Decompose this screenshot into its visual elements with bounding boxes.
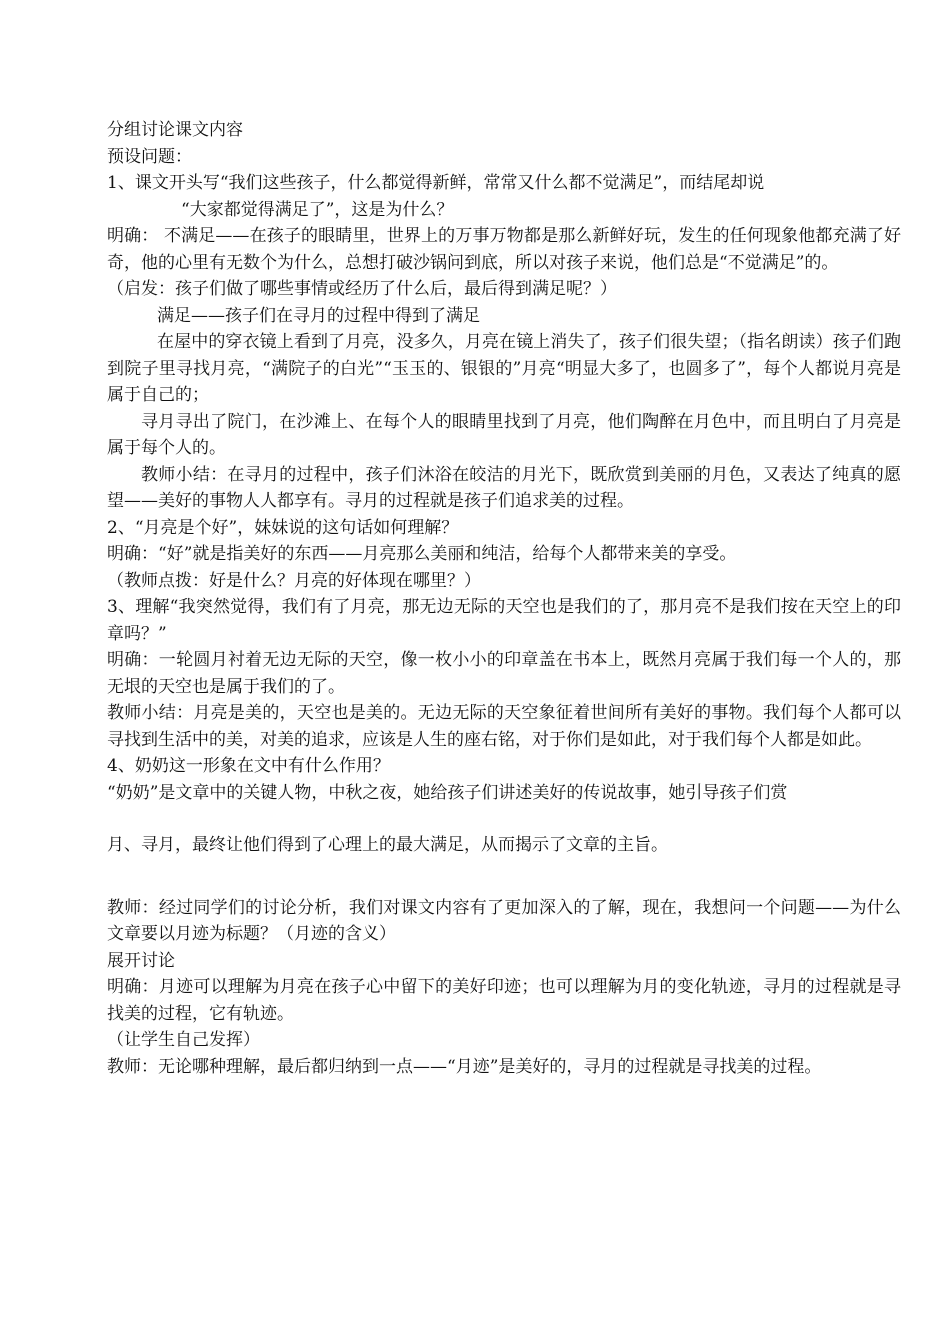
question-3: 3、理解“我突然觉得，我们有了月亮，那无边无际的天空也是我们的了，那月亮不是我们按在天空上的印章吗？”	[107, 597, 901, 644]
question-4: 4、奶奶这一形象在文中有什么作用？	[107, 756, 390, 776]
question-1-continued: “大家都觉得满足了”，这是为什么？	[181, 199, 454, 220]
document-body	[107, 117, 901, 1080]
teacher-conclusion: 教师：无论哪种理解，最后都归纳到一点——“月迹”是美好的，寻月的过程就是寻找美的过程。	[107, 1056, 822, 1077]
answer-3: 明确：一轮圆月衬着无边无际的天空，像一枚小小的印章盖在书本上，既然月亮属于我们每一个人的，那无垠的天空也是属于我们的了。	[107, 650, 901, 697]
preset-questions-label: 预设问题：	[107, 146, 192, 167]
section-heading: 分组讨论课文内容	[107, 120, 243, 140]
teacher-summary-2: 教师小结：月亮是美的，天空也是美的。无边无际的天空象征着世间所有美好的事物。我们每个人都可以寻找到生活中的美，对美的追求，应该是人生的座右铭，对于你们是如此，对于我们每个人都是如此。	[107, 703, 901, 750]
answer-2: 明确：“好”就是指美好的东西——月亮那么美丽和纯洁，给每个人都带来美的享受。	[107, 544, 737, 564]
paragraph-mirror: 在屋中的穿衣镜上看到了月亮，没多久，月亮在镜上消失了，孩子们很失望；（指名朗读）孩子们跑到院子里寻找月亮，“满院子的白光”“玉玉的、银银的”月亮“明显大多了，也圆多了”，每个人都说月亮是属于自己的；	[107, 332, 901, 405]
answer-4-part-1: “奶奶”是文章中的关键人物，中秋之夜，她给孩子们讲述美好的传说故事，她引导孩子们赏	[107, 782, 788, 803]
question-2: 2、“月亮是个好”，妹妹说的这句话如何理解？	[107, 517, 459, 538]
hint-2: （教师点拨：好是什么？月亮的好体现在哪里？）	[107, 570, 481, 591]
hint-3: （让学生自己发挥）	[107, 1030, 260, 1050]
answer-title: 明确：月迹可以理解为月亮在孩子心中留下的美好印迹；也可以理解为月的变化轨迹，寻月的过程就是寻找美的过程，它有轨迹。	[107, 977, 901, 1024]
satisfaction-heading: 满足——孩子们在寻月的过程中得到了满足	[157, 305, 480, 326]
teacher-summary-1: 教师小结：在寻月的过程中，孩子们沐浴在皎洁的月光下，既欣赏到美丽的月色，又表达了纯真的愿望——美好的事物人人都享有。寻月的过程就是孩子们追求美的过程。	[107, 464, 901, 511]
teacher-question-title: 教师：经过同学们的讨论分析，我们对课文内容有了更加深入的了解，现在，我想问一个问题——为什么文章要以月迹为标题？（月迹的含义）	[107, 897, 901, 944]
answer-4-part-2: 月、寻月，最终让他们得到了心理上的最大满足，从而揭示了文章的主旨。	[107, 835, 668, 855]
discussion-label: 展开讨论	[107, 950, 175, 971]
answer-1: 明确： 不满足——在孩子的眼睛里，世界上的万事万物都是那么新鲜好玩，发生的任何现象他都充满了好奇，他的心里有无数个为什么，总想打破沙锅问到底，所以对孩子来说，他们总是“不觉满足”的。	[107, 226, 901, 273]
question-1: 1、课文开头写“我们这些孩子，什么都觉得新鲜，常常又什么都不觉满足”，而结尾却说	[107, 173, 765, 193]
hint-1: （启发：孩子们做了哪些事情或经历了什么后，最后得到满足呢？）	[107, 279, 617, 299]
paragraph-gate: 寻月寻出了院门，在沙滩上、在每个人的眼睛里找到了月亮，他们陶醉在月色中，而且明白了月亮是属于每个人的。	[107, 411, 901, 458]
